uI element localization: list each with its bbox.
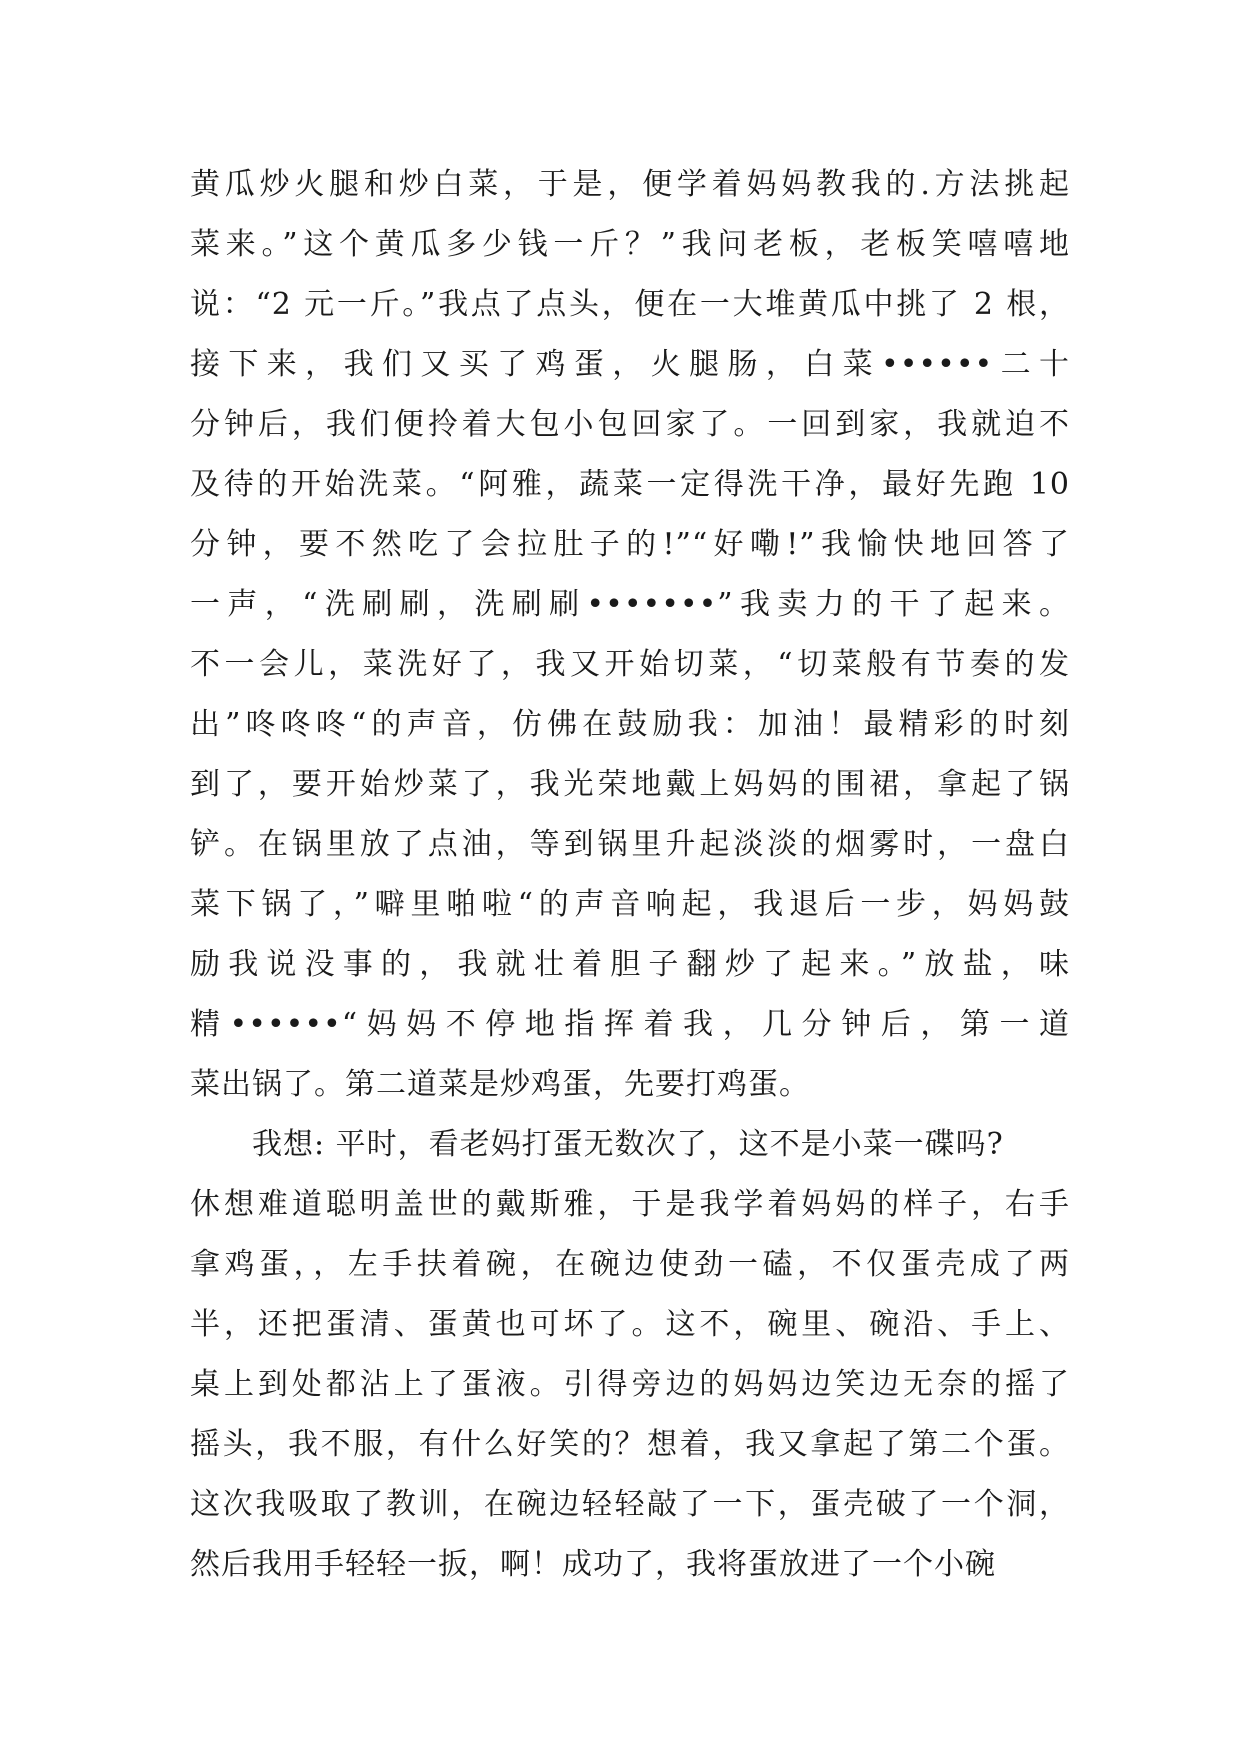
text-line: 菜下锅了，”噼里啪啦“的声音响起，我退后一步，妈妈鼓 [190, 887, 1070, 922]
text-line: 分钟后，我们便拎着大包小包回家了。一回到家，我就迫不 [190, 407, 1070, 442]
text-line: 摇头，我不服，有什么好笑的？想着，我又拿起了第二个蛋。 [190, 1427, 1070, 1462]
text-line: 休想难道聪明盖世的戴斯雅，于是我学着妈妈的样子，右手 [190, 1187, 1070, 1222]
text-line: 接下来，我们又买了鸡蛋，火腿肠，白菜••••••二十 [190, 347, 1070, 382]
text-line: 拿鸡蛋，，左手扶着碗，在碗边使劲一磕，不仅蛋壳成了两 [190, 1247, 1070, 1282]
text-line: 励我说没事的，我就壮着胆子翻炒了起来。”放盐，味 [190, 947, 1070, 982]
text-line: 黄瓜炒火腿和炒白菜，于是，便学着妈妈教我的.方法挑起 [190, 167, 1070, 202]
text-line: 桌上到处都沾上了蛋液。引得旁边的妈妈边笑边无奈的摇了 [190, 1367, 1070, 1402]
text-line: 分钟，要不然吃了会拉肚子的!”“好嘞!”我愉快地回答了 [190, 527, 1070, 562]
text-line: 然后我用手轻轻一扳，啊！成功了，我将蛋放进了一个小碗 [190, 1547, 996, 1582]
text-line: 一声，“洗刷刷，洗刷刷•••••••”我卖力的干了起来。 [190, 587, 1070, 622]
text-line: 这次我吸取了教训，在碗边轻轻敲了一下，蛋壳破了一个洞， [190, 1487, 1070, 1522]
text-line: 菜出锅了。第二道菜是炒鸡蛋，先要打鸡蛋。 [190, 1067, 810, 1102]
text-line: 精••••••“妈妈不停地指挥着我，几分钟后，第一道 [190, 1007, 1070, 1042]
text-line: 到了，要开始炒菜了，我光荣地戴上妈妈的围裙，拿起了锅 [190, 767, 1070, 802]
body-text [190, 155, 1070, 1595]
text-line: 菜来。”这个黄瓜多少钱一斤？”我问老板，老板笑嘻嘻地 [190, 227, 1070, 262]
text-line: 铲。在锅里放了点油，等到锅里升起淡淡的烟雾时，一盘白 [190, 827, 1070, 862]
text-line: 半，还把蛋清、蛋黄也可坏了。这不，碗里、碗沿、手上、 [190, 1307, 1070, 1342]
text-line: 及待的开始洗菜。“阿雅，蔬菜一定得洗干净，最好先跑 10 [190, 467, 1070, 502]
text-line: 我想: 平时，看老妈打蛋无数次了，这不是小菜一碟吗? [252, 1127, 1004, 1162]
text-line: 出”咚咚咚“的声音，仿佛在鼓励我：加油！最精彩的时刻 [190, 707, 1070, 742]
text-line: 不一会儿，菜洗好了，我又开始切菜，“切菜般有节奏的发 [190, 647, 1070, 682]
text-line: 说：“2 元一斤。”我点了点头，便在一大堆黄瓜中挑了 2 根， [190, 287, 1070, 322]
